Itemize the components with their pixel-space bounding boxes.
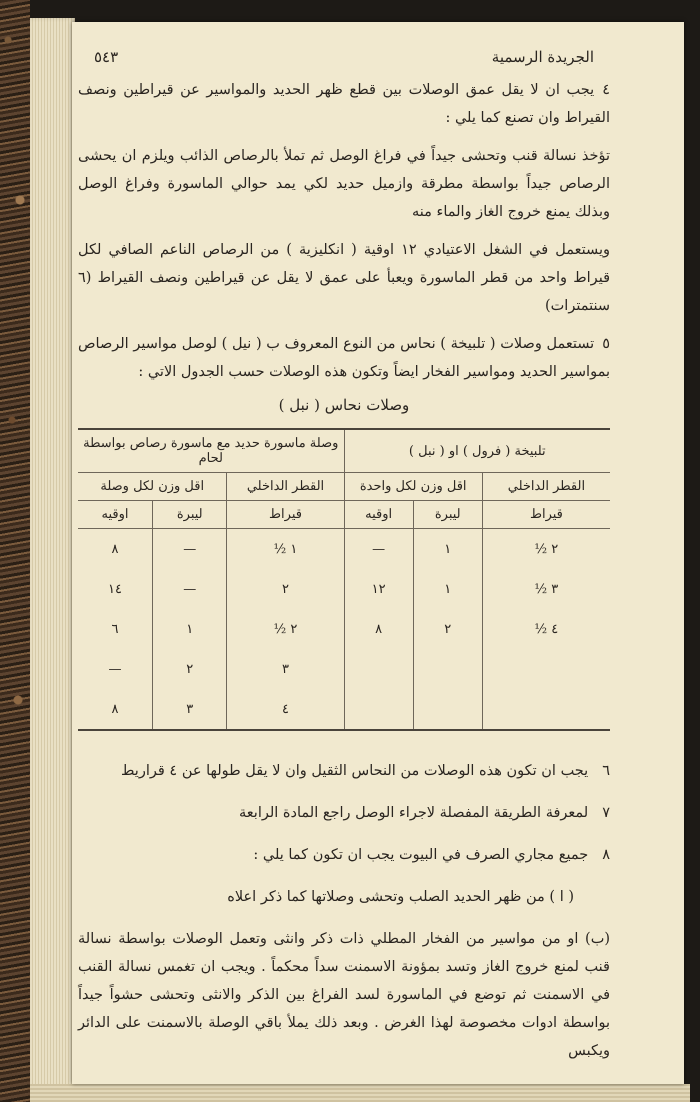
unit-ouqiya: اوقيه bbox=[78, 501, 153, 529]
table-cell bbox=[344, 649, 413, 689]
book-cover-edge bbox=[0, 0, 30, 1102]
table-row bbox=[78, 649, 610, 689]
table-cell bbox=[413, 689, 482, 730]
table-cell: ٤ bbox=[227, 689, 344, 730]
table-cell: ٢ ½ bbox=[227, 609, 344, 649]
paragraph-text: تستعمل وصلات ( تلبيخة ) نحاس من النوع المعروف ب ( نيل ) لوصل مواسير الرصاص بمواسير الحديد ومواسير الفخار ايضاً وتكون هذه الوصلات حسب الجدول الاتي : bbox=[78, 336, 610, 380]
item-number: ٦ bbox=[602, 763, 610, 779]
table-row bbox=[78, 689, 610, 730]
table-cell: — bbox=[344, 529, 413, 570]
table-cell: ٢ bbox=[413, 609, 482, 649]
header-inner-diameter: القطر الداخلي bbox=[482, 473, 610, 501]
paragraph-4-lead-quantity: ويستعمل في الشغل الاعتيادي ١٢ اوقية ( انكليزية ) من الرصاص الناعم الصافي لكل قيراط واحد من قطر الماسورة ويعبأ على عمق لا يقل عن قيراطين ونصف القيراط (٦ سنتمترات) bbox=[78, 242, 610, 314]
table-cell: ٤ ½ bbox=[482, 609, 610, 649]
page-stack-edge bbox=[30, 18, 75, 1088]
paragraph-4 bbox=[78, 76, 610, 132]
item-text: جميع مجاري الصرف في البيوت يجب ان تكون كما يلي : bbox=[253, 847, 589, 863]
header-min-weight-each: اقل وزن لكل واحدة bbox=[344, 473, 482, 501]
page-bottom-edge bbox=[30, 1084, 690, 1102]
unit-qirat: قيراط bbox=[482, 501, 610, 529]
table-cell: ١ bbox=[153, 609, 227, 649]
item-text: يجب ان تكون هذه الوصلات من النحاس الثقيل وان لا يقل طولها عن ٤ قراريط bbox=[121, 763, 589, 779]
paragraph-number: ٤ bbox=[602, 82, 610, 98]
table-cell: ١ bbox=[413, 529, 482, 570]
table-cell: — bbox=[153, 529, 227, 570]
header-inner-diameter: القطر الداخلي bbox=[227, 473, 344, 501]
table-cell: ٢ bbox=[153, 649, 227, 689]
table-cell bbox=[413, 649, 482, 689]
item-8-b: (ب) او من مواسير من الفخار المطلي ذات ذكر وانثى وتعمل الوصلات بواسطة نسالة قنب لمنع خروج الغاز وتسد بمؤونة الاسمنت سداً محكماً . ويجب ان تغمس نسالة القنب في الاسمنت ثم توضع في الماسورة لسد الفراغ بين الذكر والانثى وتحشى حشواً جيداً بواسطة ادوات مخصوصة لهذا الغرض . وبعد ذلك يملأ باقي الوصلة بالاسمنت على الدائر ويكبس bbox=[78, 931, 610, 1059]
page-title: الجريدة الرسمية bbox=[491, 48, 594, 66]
table-cell: ١ bbox=[413, 569, 482, 609]
table-cell bbox=[482, 649, 610, 689]
table-cell: ١٢ bbox=[344, 569, 413, 609]
page-header bbox=[78, 48, 610, 76]
table-caption: وصلات نحاس ( نبل ) bbox=[278, 396, 410, 414]
paragraph-number: ٥ bbox=[602, 336, 610, 352]
table-cell bbox=[482, 689, 610, 730]
table-cell: — bbox=[153, 569, 227, 609]
unit-qirat: قيراط bbox=[227, 501, 344, 529]
paragraph-text: يجب ان لا يقل عمق الوصلات بين قطع ظهر الحديد والمواسير عن قيراطين ونصف القيراط وان تصنع كما يلي : bbox=[78, 82, 610, 126]
table-row bbox=[78, 569, 610, 609]
item-8 bbox=[78, 841, 610, 869]
table-cell: ٨ bbox=[344, 609, 413, 649]
table-row bbox=[78, 529, 610, 570]
unit-libra: ليبرة bbox=[413, 501, 482, 529]
table-cell: ٨ bbox=[78, 689, 153, 730]
table-cell: ١٤ bbox=[78, 569, 153, 609]
table-cell: ٣ ½ bbox=[482, 569, 610, 609]
page-number: ٥٤٣ bbox=[94, 48, 119, 66]
header-min-weight-joint: اقل وزن لكل وصلة bbox=[78, 473, 227, 501]
paragraph-5 bbox=[78, 330, 610, 386]
table-cell: ٢ bbox=[227, 569, 344, 609]
table-cell bbox=[344, 689, 413, 730]
table-cell: ٣ bbox=[153, 689, 227, 730]
table-cell: ٨ bbox=[78, 529, 153, 570]
item-6 bbox=[78, 757, 610, 785]
item-number: ٨ bbox=[602, 847, 610, 863]
item-8-a: ( ا ) من ظهر الحديد الصلب وتحشى وصلاتها كما ذكر اعلاه bbox=[227, 889, 574, 905]
table-cell: ٣ bbox=[227, 649, 344, 689]
table-row bbox=[78, 609, 610, 649]
paragraph-4-method: تؤخذ نسالة قنب وتحشى جيداً في فراغ الوصل ثم تملأ بالرصاص الذائب ويلزم ان يحشى الرصاص جيداً بواسطة مطرقة وازميل حديد لكي يمد حوالي الماسورة وفراغ الوصل وبذلك يمنع خروج الغاز والماء منه bbox=[78, 148, 610, 220]
copper-joints-table bbox=[78, 428, 610, 731]
unit-ouqiya: اوقيه bbox=[344, 501, 413, 529]
table-cell: — bbox=[78, 649, 153, 689]
table-cell: ١ ½ bbox=[227, 529, 344, 570]
table-cell: ٢ ½ bbox=[482, 529, 610, 570]
table-cell: ٦ bbox=[78, 609, 153, 649]
item-number: ٧ bbox=[602, 805, 610, 821]
header-iron-lead-group: وصلة ماسورة حديد مع ماسورة رصاص بواسطة لحام bbox=[78, 429, 344, 473]
item-text: لمعرفة الطريقة المفصلة لاجراء الوصل راجع المادة الرابعة bbox=[239, 805, 589, 821]
item-7 bbox=[78, 799, 610, 827]
page-content bbox=[78, 48, 610, 1065]
header-ferrule-group: تلبيخة ( فرول ) او ( نبل ) bbox=[344, 429, 610, 473]
unit-libra: ليبرة bbox=[153, 501, 227, 529]
